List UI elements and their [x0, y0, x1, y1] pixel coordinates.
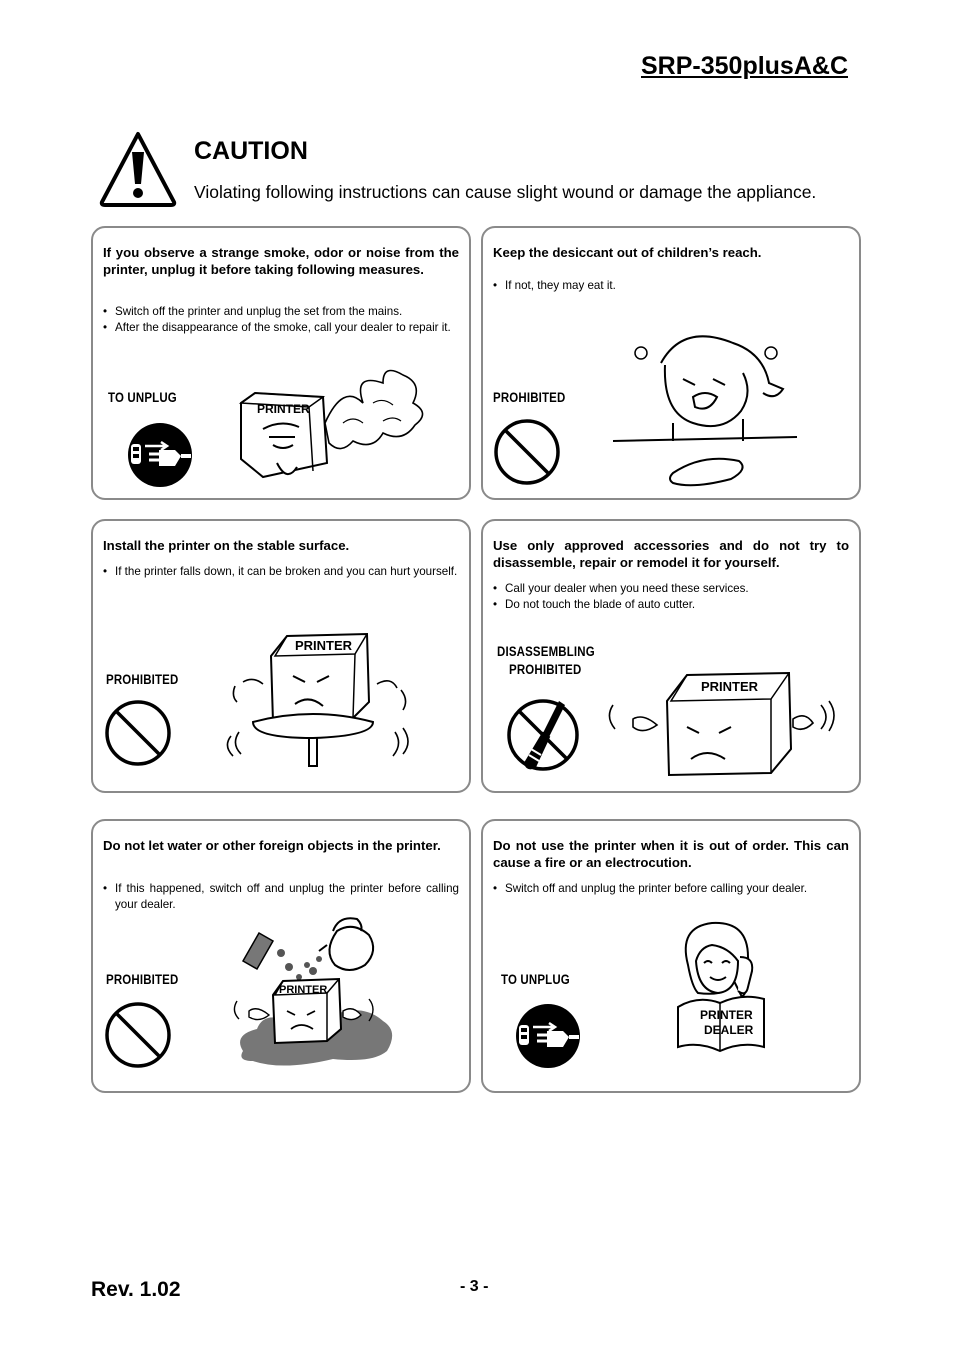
caution-box-smoke [91, 226, 471, 500]
box-heading: If you observe a strange smoke, odor or noise from the printer, unplug it before taking following measures. [103, 245, 459, 277]
box-heading: Use only approved accessories and do not try to disassemble, repair or remodel it for yourself. [493, 538, 849, 570]
unplug-icon [515, 1003, 581, 1069]
child-eating-desiccant-illustration [613, 323, 853, 493]
revision: Rev. 1.02 [91, 1278, 181, 1301]
prohibited-icon [104, 1001, 172, 1069]
caution-title: CAUTION [194, 137, 308, 165]
bullet-list [103, 304, 459, 336]
printer-label: PRINTER [700, 1008, 753, 1022]
box-heading: Keep the desiccant out of children’s reach. [493, 245, 762, 260]
no-screwdriver-icon [505, 693, 583, 777]
caution-box-stable-surface [91, 519, 471, 793]
prohibited-icon [104, 699, 172, 767]
bullet-list [493, 278, 849, 294]
caution-box-accessories [481, 519, 861, 793]
caution-box-water [91, 819, 471, 1093]
caution-box-out-of-order [481, 819, 861, 1093]
woman-calling-dealer-illustration [668, 917, 778, 1062]
bullet-list [103, 564, 459, 580]
page-number: - 3 - [460, 1278, 489, 1295]
symbol-label: TO UNPLUG [108, 390, 177, 405]
list-item: • After the disappearance of the smoke, call your dealer to repair it. [103, 320, 459, 336]
symbol-label-line2: PROHIBITED [509, 662, 582, 677]
caution-box-desiccant [481, 226, 861, 500]
printer-on-table-illustration [223, 626, 423, 771]
symbol-label: PROHIBITED [493, 390, 566, 405]
model-name: SRP-350plusA&C [641, 52, 848, 80]
printer-label: PRINTER [279, 984, 328, 996]
list-item: • Switch off the printer and unplug the set from the mains. [103, 304, 459, 320]
box-heading: Do not let water or other foreign objects in the printer. [103, 838, 441, 853]
dealer-label: DEALER [704, 1023, 754, 1037]
printer-label: PRINTER [257, 402, 310, 416]
box-heading: Install the printer on the stable surface. [103, 538, 350, 553]
list-item: • If the printer falls down, it can be broken and you can hurt yourself. [103, 564, 459, 580]
worried-printer-illustration [603, 661, 843, 791]
caution-subtitle: Violating following instructions can cause slight wound or damage the appliance. [194, 182, 817, 202]
water-spill-illustration [223, 911, 403, 1081]
bullet-list [493, 581, 849, 613]
symbol-label: PROHIBITED [106, 672, 179, 687]
unplug-icon [127, 422, 193, 488]
warning-triangle-icon [98, 130, 178, 208]
list-item: • If not, they may eat it. [493, 278, 849, 294]
bullet-list [103, 881, 459, 913]
printer-label: PRINTER [701, 679, 759, 694]
list-item: • If this happened, switch off and unplug the printer before calling your dealer. [103, 881, 459, 913]
printer-label: PRINTER [295, 638, 353, 653]
list-item: • Switch off and unplug the printer before calling your dealer. [493, 881, 849, 897]
list-item: • Call your dealer when you need these services. [493, 581, 849, 597]
symbol-label: TO UNPLUG [501, 972, 570, 987]
list-item: • Do not touch the blade of auto cutter. [493, 597, 849, 613]
box-heading: Do not use the printer when it is out of order. This can cause a fire or an electrocution. [493, 838, 849, 870]
bullet-list [493, 881, 849, 897]
symbol-label-line1: DISASSEMBLING [497, 644, 595, 659]
prohibited-icon [493, 418, 561, 486]
smoking-printer-illustration [233, 363, 433, 493]
symbol-label: PROHIBITED [106, 972, 179, 987]
